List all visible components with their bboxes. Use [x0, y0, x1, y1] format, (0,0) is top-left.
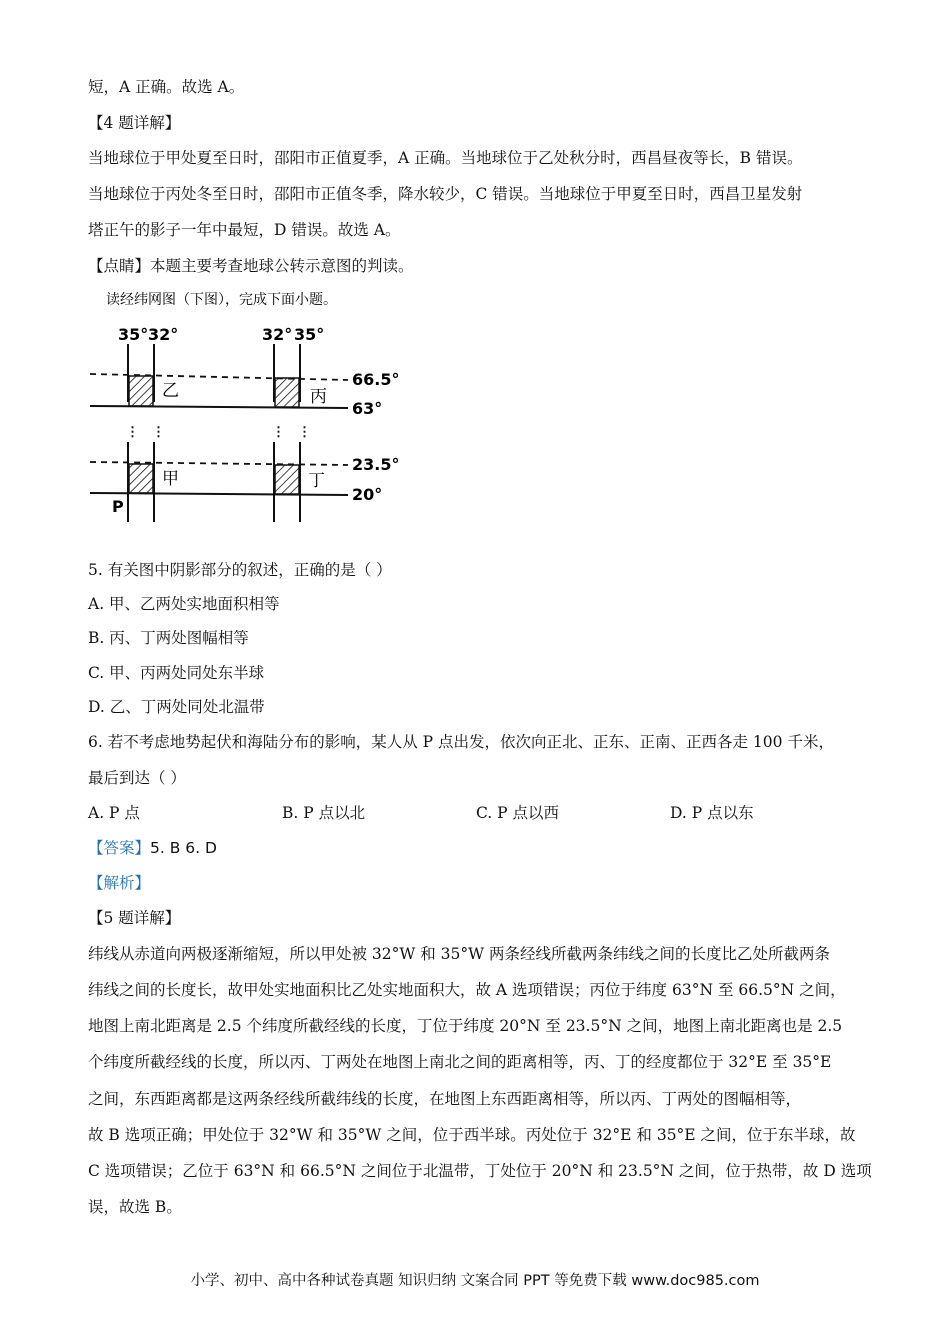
shaded-cell [129, 464, 153, 493]
text-line: C 选项错误；乙位于 63°N 和 66.5°N 之间位于北温带，丁处位于 20°N 和 23.5°N 之间，位于热带，故 D 选项 [88, 1162, 872, 1180]
option-d: D. 乙、丁两处同处北温带 [88, 698, 265, 716]
text-line: 误，故选 B。 [88, 1198, 182, 1216]
answer-text: 5. B 6. D [150, 839, 217, 857]
graticule-figure [86, 290, 406, 530]
shaded-cell [275, 378, 299, 407]
section-heading: 【5 题详解】 [88, 909, 181, 927]
svg-text:⋮: ⋮ [298, 425, 311, 440]
lon-label: 35° [294, 325, 325, 344]
text-line: 短，A 正确。故选 A。 [88, 78, 245, 96]
lon-label: 32° [148, 325, 179, 344]
text-line: 纬线从赤道向两极逐渐缩短，所以甲处被 32°W 和 35°W 两条经线所截两条纬线之间的长度比乙处所截两条 [88, 945, 831, 963]
lon-label: 35° [118, 325, 149, 344]
option-a: A. 甲、乙两处实地面积相等 [88, 595, 280, 613]
question-intro: 读经纬网图（下图），完成下面小题。 [106, 292, 337, 308]
text-line: 故 B 选项正确；甲处位于 32°W 和 35°W 之间，位于西半球。丙处位于 32°E 和 35°E 之间，位于东半球，故 [88, 1126, 856, 1144]
text-line: 当地球位于丙处冬至日时，邵阳市正值冬季，降水较少，C 错误。当地球位于甲夏至日时，西昌卫星发射 [88, 185, 803, 203]
cell-label: 乙 [162, 381, 179, 401]
text-line: 纬线之间的长度长，故甲处实地面积比乙处实地面积大，故 A 选项错误；丙位于纬度 63°N 至 66.5°N 之间， [88, 981, 846, 999]
page-footer: 小学、初中、高中各种试卷真题 知识归纳 文案合同 PPT 等免费下载 www.doc985.com [190, 1273, 760, 1289]
text-line: 个纬度所截经线的长度，所以丙、丁两处在地图上南北之间的距离相等，丙、丁的经度都位于 32°E 至 35°E [88, 1053, 832, 1071]
question-5: 5. 有关图中阴影部分的叙述，正确的是（ ） [88, 561, 392, 579]
svg-text:⋮: ⋮ [126, 425, 139, 440]
lat-label: 23.5° [352, 455, 400, 474]
question-6-cont: 最后到达（ ） [88, 769, 186, 787]
answer-line [88, 837, 217, 859]
shaded-cell [275, 465, 299, 494]
text-line: 当地球位于甲处夏至日时，邵阳市正值夏季，A 正确。当地球位于乙处秋分时，西昌昼夜等长，B 错误。 [88, 149, 803, 167]
cell-label: 甲 [162, 469, 179, 489]
section-heading: 【4 题详解】 [88, 114, 181, 132]
cell-label: 丙 [310, 387, 327, 407]
lon-label: 32° [262, 325, 293, 344]
option-c: C. P 点以西 [476, 804, 560, 822]
option-a: A. P 点 [88, 804, 140, 822]
lat-label: 66.5° [352, 370, 400, 389]
analysis-tag: 【解析】 [88, 874, 151, 892]
svg-text:⋮: ⋮ [272, 425, 285, 440]
point-note: 【点睛】本题主要考查地球公转示意图的判读。 [88, 257, 414, 275]
lat-label: 20° [352, 485, 383, 504]
option-b: B. P 点以北 [282, 804, 366, 822]
text-line: 地图上南北距离是 2.5 个纬度所截经线的长度，丁位于纬度 20°N 至 23.5°N 之间，地图上南北距离也是 2.5 [88, 1017, 843, 1035]
point-p-label: P [112, 497, 124, 516]
svg-text:⋮: ⋮ [152, 425, 165, 440]
text-line: 之间，东西距离都是这两条经线所截纬线的长度，在地图上东西距离相等，所以丙、丁两处的图幅相等， [88, 1090, 802, 1108]
shaded-cell [129, 376, 153, 406]
option-b: B. 丙、丁两处图幅相等 [88, 629, 249, 647]
lat-label: 63° [352, 399, 383, 418]
answer-tag: 【答案】 [88, 839, 151, 857]
option-c: C. 甲、丙两处同处东半球 [88, 664, 265, 682]
text-line: 塔正午的影子一年中最短，D 错误。故选 A。 [88, 221, 401, 239]
question-6: 6. 若不考虑地势起伏和海陆分布的影响，某人从 P 点出发，依次向正北、正东、正南、正西各走 100 千米， [88, 733, 834, 751]
cell-label: 丁 [308, 471, 325, 491]
option-d: D. P 点以东 [670, 804, 754, 822]
